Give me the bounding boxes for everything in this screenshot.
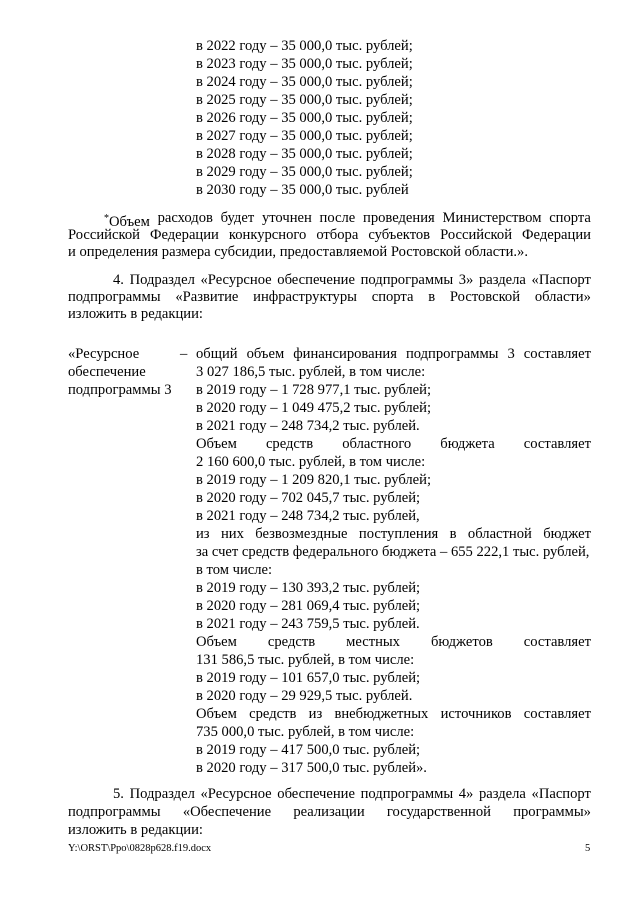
resource-line: в 2020 году – 29 929,5 тыс. рублей. xyxy=(196,688,413,704)
paragraph-line: 4. Подраздел «Ресурсное обеспечение подпрограммы 3» раздела «Паспорт xyxy=(113,272,591,288)
list-item: в 2022 году – 35 000,0 тыс. рублей; xyxy=(196,38,413,54)
resource-line: 2 160 600,0 тыс. рублей, в том числе: xyxy=(196,454,426,470)
resource-line: в 2020 году – 1 049 475,2 тыс. рублей; xyxy=(196,400,432,416)
paragraph-line: изложить в редакции: xyxy=(68,822,203,838)
resource-line: в 2021 году – 248 734,2 тыс. рублей. xyxy=(196,418,420,434)
resource-line: общий объем финансирования подпрограммы 3 составляет xyxy=(196,346,591,362)
resource-label: обеспечение xyxy=(68,364,146,380)
resource-line: в 2021 году – 243 759,5 тыс. рублей. xyxy=(196,616,420,632)
resource-line: Объем средств областного бюджета составляет xyxy=(196,436,591,452)
paragraph-line: изложить в редакции: xyxy=(68,306,203,322)
resource-line: из них безвозмездные поступления в областной бюджет xyxy=(196,526,591,542)
paragraph-line: 5. Подраздел «Ресурсное обеспечение подпрограммы 4» раздела «Паспорт xyxy=(113,786,591,802)
resource-line: за счет средств федерального бюджета – 655 222,1 тыс. рублей, xyxy=(196,544,590,560)
resource-line: в 2019 году – 101 657,0 тыс. рублей; xyxy=(196,670,421,686)
resource-line: в 2020 году – 702 045,7 тыс. рублей; xyxy=(196,490,421,506)
resource-line: в том числе: xyxy=(196,562,273,578)
resource-line: Объем средств местных бюджетов составляет xyxy=(196,634,591,650)
resource-line: Объем средств из внебюджетных источников составляет xyxy=(196,706,591,722)
resource-line: в 2019 году – 417 500,0 тыс. рублей; xyxy=(196,742,421,758)
paragraph-line: подпрограммы «Обеспечение реализации государственной программы» xyxy=(68,804,591,820)
resource-line: в 2020 году – 281 069,4 тыс. рублей; xyxy=(196,598,421,614)
resource-line: в 2019 году – 1 209 820,1 тыс. рублей; xyxy=(196,472,432,488)
resource-label: подпрограммы 3 xyxy=(68,382,172,398)
list-item: в 2024 году – 35 000,0 тыс. рублей; xyxy=(196,74,413,90)
list-item: в 2029 году – 35 000,0 тыс. рублей; xyxy=(196,164,413,180)
list-item: в 2023 году – 35 000,0 тыс. рублей; xyxy=(196,56,413,72)
page-number: 5 xyxy=(585,843,591,854)
resource-label: «Ресурсное xyxy=(68,346,140,362)
list-item: в 2027 году – 35 000,0 тыс. рублей; xyxy=(196,128,413,144)
resource-line: в 2020 году – 317 500,0 тыс. рублей». xyxy=(196,760,427,776)
paragraph-line: подпрограммы «Развитие инфраструктуры спорта в Ростовской области» xyxy=(68,289,591,305)
footnote-line: *Объем расходов будет уточнен после проведения Министерством спорта xyxy=(104,210,591,230)
list-item: в 2025 году – 35 000,0 тыс. рублей; xyxy=(196,92,413,108)
footnote-line: и определения размера субсидии, предоставляемой Ростовской области.». xyxy=(68,244,528,260)
list-item: в 2030 году – 35 000,0 тыс. рублей xyxy=(196,182,409,198)
resource-line: 735 000,0 тыс. рублей, в том числе: xyxy=(196,724,415,740)
list-item: в 2028 году – 35 000,0 тыс. рублей; xyxy=(196,146,413,162)
resource-line: в 2019 году – 1 728 977,1 тыс. рублей; xyxy=(196,382,432,398)
resource-line: 131 586,5 тыс. рублей, в том числе: xyxy=(196,652,415,668)
footer-file-path: Y:\ORST\Ppo\0828p628.f19.docx xyxy=(68,843,212,854)
resource-line: в 2019 году – 130 393,2 тыс. рублей; xyxy=(196,580,421,596)
resource-line: в 2021 году – 248 734,2 тыс. рублей, xyxy=(196,508,420,524)
resource-line: 3 027 186,5 тыс. рублей, в том числе: xyxy=(196,364,426,380)
resource-dash: – xyxy=(180,346,188,362)
footnote-line: Российской Федерации конкурсного отбора субъектов Российской Федерации xyxy=(68,227,591,243)
list-item: в 2026 году – 35 000,0 тыс. рублей; xyxy=(196,110,413,126)
